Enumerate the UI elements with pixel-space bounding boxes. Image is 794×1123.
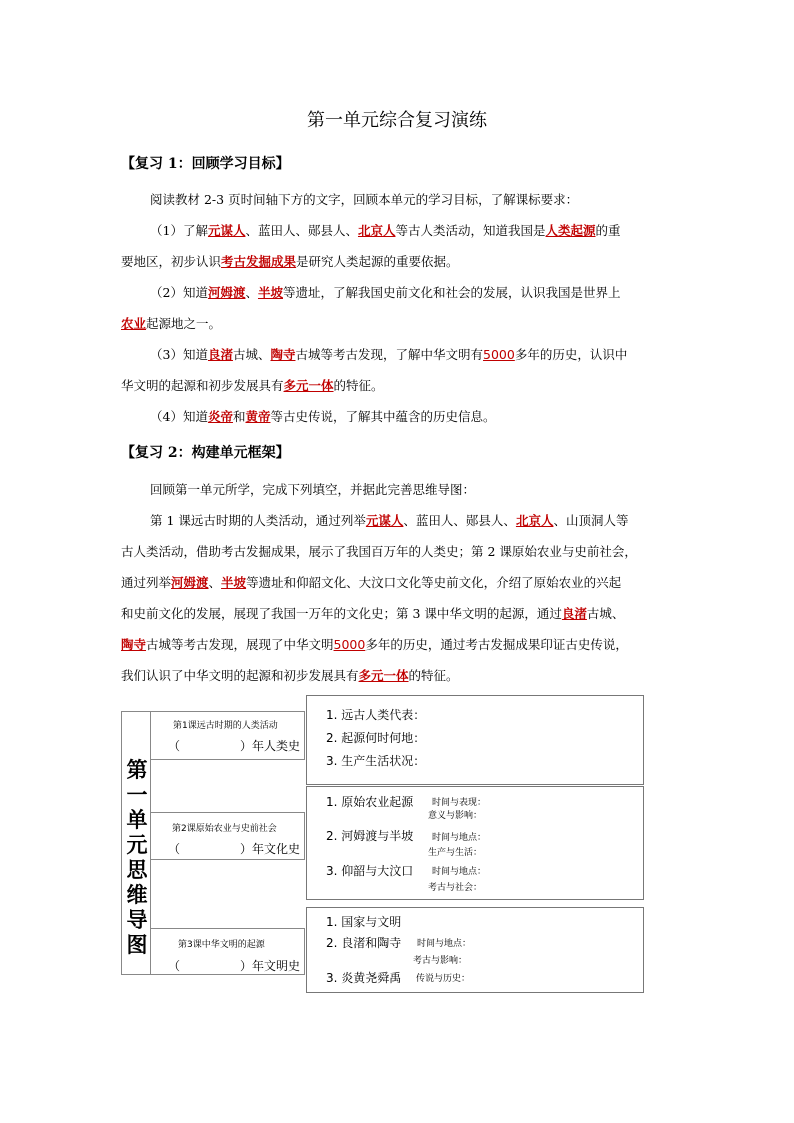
review2-line1: 第 1 课远古时期的人类活动，通过列举元谋人、蓝田人、郧县人、北京人、山顶洞人等 xyxy=(150,513,629,528)
lesson3-blank: （ ）年文明史 xyxy=(168,959,301,973)
mindmap-line-l3a xyxy=(150,928,305,929)
mindmap-mid-top-line xyxy=(150,711,305,712)
goal-1-line1: （1）了解元谋人、蓝田人、郧县人、北京人等古人类活动，知道我国是人类起源的重 xyxy=(150,223,621,238)
lesson2-blank: （ ）年文化史 xyxy=(168,842,301,856)
box3-item3-a: 传说与历史： xyxy=(416,974,471,984)
mindmap-l2-right xyxy=(304,812,305,860)
lesson1-title: 第1课远古时期的人类活动 xyxy=(173,721,278,731)
box1-item2: 2. 起源何时何地： xyxy=(326,731,426,745)
box2-item2-b: 生产与生活： xyxy=(428,848,483,858)
review2-line5: 陶寺古城等考古发现，展现了中华文明5000多年的历史，通过考古发掘成果印证古史传说， xyxy=(121,637,628,652)
page-title: 第一单元综合复习演练 xyxy=(307,110,487,131)
box3-item2: 2. 良渚和陶寺 xyxy=(326,936,402,950)
box2-item3-b: 考古与社会： xyxy=(428,883,483,893)
lesson3-title: 第3课中华文明的起源 xyxy=(178,940,265,950)
box2-item3-a: 时间与地点： xyxy=(432,867,487,877)
box3-item2-b: 考古与影响： xyxy=(413,956,468,966)
mindmap-left-border xyxy=(121,711,122,975)
mindmap-l1-right xyxy=(304,711,305,760)
mindmap-mid-left-line xyxy=(150,711,151,975)
mindmap-vertical-title: 第 一 单 元 思 维 导 图 xyxy=(126,758,148,957)
mindmap-line-l3b xyxy=(150,974,305,975)
box1-item1: 1. 远古人类代表： xyxy=(326,708,426,722)
goal-3-line2: 华文明的起源和初步发展具有多元一体的特征。 xyxy=(121,378,384,393)
goal-3-line1: （3）知道良渚古城、陶寺古城等考古发现，了解中华文明有5000多年的历史，认识中 xyxy=(150,347,628,362)
lesson1-blank: （ ）年人类史 xyxy=(168,739,301,753)
box2-item2: 2. 河姆渡与半坡 xyxy=(326,829,414,843)
mindmap-top-border xyxy=(121,711,150,712)
box3-item1: 1. 国家与文明 xyxy=(326,915,402,929)
box1-item3: 3. 生产生活状况： xyxy=(326,754,426,768)
box2-item2-a: 时间与地点： xyxy=(432,833,487,843)
mindmap-l3-right xyxy=(304,928,305,975)
review2-intro: 回顾第一单元所学，完成下列填空，并据此完善思维导图： xyxy=(150,482,476,497)
lesson2-title: 第2课原始农业与史前社会 xyxy=(172,824,277,834)
box2-item1-a: 时间与表现： xyxy=(432,798,487,808)
review2-line6: 我们认识了中华文明的起源和初步发展具有多元一体的特征。 xyxy=(121,668,459,683)
mindmap-bottom-border xyxy=(121,974,150,975)
goal-2-line2: 农业起源地之一。 xyxy=(121,316,222,331)
mindmap-line-l2b xyxy=(150,859,305,860)
mindmap-line-l1 xyxy=(150,759,305,760)
review2-heading: 【复习 2：构建单元框架】 xyxy=(121,445,290,461)
box3-item2-a: 时间与地点： xyxy=(417,939,472,949)
box2-item3: 3. 仰韶与大汶口 xyxy=(326,864,414,878)
review1-heading: 【复习 1：回顾学习目标】 xyxy=(121,156,290,172)
review2-line4: 和史前文化的发展，展现了我国一万年的文化史；第 3 课中华文明的起源，通过良渚古城、 xyxy=(121,606,625,621)
box2-item1-b: 意义与影响： xyxy=(428,811,483,821)
goal-2-line1: （2）知道河姆渡、半坡等遗址，了解我国史前文化和社会的发展，认识我国是世界上 xyxy=(150,285,621,300)
box3-item3: 3. 炎黄尧舜禹 xyxy=(326,971,402,985)
review1-intro: 阅读教材 2-3 页时间轴下方的文字，回顾本单元的学习目标，了解课标要求： xyxy=(150,192,579,207)
goal-4: （4）知道炎帝和黄帝等古史传说，了解其中蕴含的历史信息。 xyxy=(150,409,496,424)
box2-item1: 1. 原始农业起源 xyxy=(326,795,414,809)
goal-1-line2: 要地区，初步认识考古发掘成果是研究人类起源的重要依据。 xyxy=(121,254,459,269)
review2-line3: 通过列举河姆渡、半坡等遗址和仰韶文化、大汶口文化等史前文化，介绍了原始农业的兴起 xyxy=(121,575,622,590)
review2-line2: 古人类活动，借助考古发掘成果，展示了我国百万年的人类史；第 2 课原始农业与史前社会， xyxy=(121,544,637,559)
mindmap-line-l2a xyxy=(150,812,305,813)
